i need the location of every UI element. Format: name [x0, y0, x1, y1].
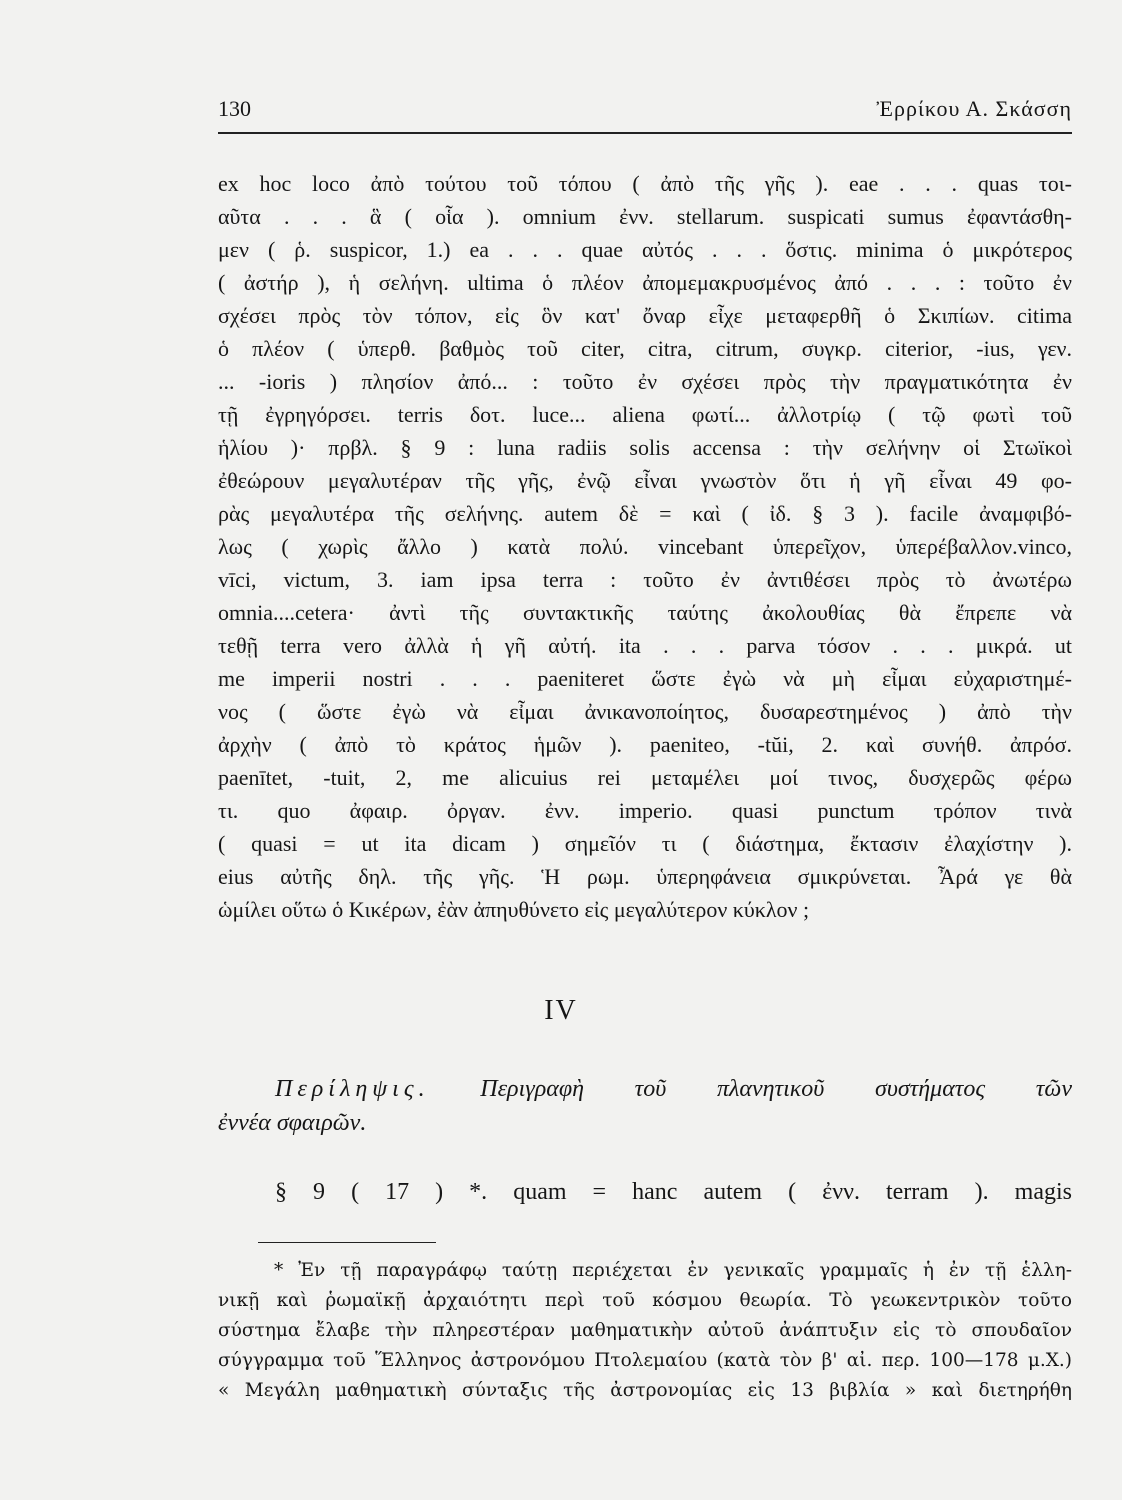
text-line: μεν ( ῥ. suspicor, 1.) ea . . . quae αὐτός . . . ὅστις. minima ὁ μικρότερος: [218, 237, 1072, 262]
text-line: ἐθεώρουν μεγαλυτέραν τῆς γῆς, ἐνῷ εἶναι γνωστὸν ὅτι ἡ γῆ εἶναι 49 φο-: [218, 468, 1072, 493]
text-line: ( ἀστήρ ), ἡ σελήνη. ultima ὁ πλέον ἀπομεμακρυσμένος ἀπό . . . : τοῦτο ἐν: [218, 270, 1072, 295]
page-number: 130: [218, 96, 251, 121]
footnote-line: σύστημα ἔλαβε τὴν πληρεστέραν μαθηματικὴν αὐτοῦ ἀνάπτυξιν εἰς τὸ σπουδαῖον: [218, 1320, 1072, 1341]
text-line: ... -ioris ) πλησίον ἀπό... : τοῦτο ἐν σχέσει πρὸς τὴν πραγματικότητα ἐν: [218, 369, 1072, 394]
text-line: τι. quo ἀφαιρ. ὀργαν. ἐνν. imperio. quasi punctum τρόπον τινὰ: [218, 798, 1072, 823]
text-line: ex hoc loco ἀπὸ τούτου τοῦ τόπου ( ἀπὸ τῆς γῆς ). eae . . . quas τοι-: [218, 171, 1072, 196]
summary-text: Περιγραφὴ τοῦ πλανητικοῦ συστήματος τῶν: [480, 1076, 1072, 1102]
footnote-line: « Μεγάλη μαθηματικὴ σύνταξις τῆς ἀστρονομίας εἰς 13 βιβλία » καὶ διετηρήθη: [218, 1380, 1072, 1401]
text-line: νος ( ὥστε ἐγὼ νὰ εἶμαι ἀνικανοποίητος, δυσαρεστημένος ) ἀπὸ τὴν: [218, 699, 1072, 724]
commentary-text: [218, 167, 1072, 926]
text-line: λως ( χωρὶς ἄλλο ) κατὰ πολύ. vincebant ὑπερεῖχον, ὑπερέβαλλον.vinco,: [218, 534, 1072, 559]
footnote-divider: [258, 1242, 436, 1243]
footnote-line: * Ἐν τῇ παραγράφῳ ταύτῃ περιέχεται ἐν γενικαῖς γραμμαῖς ἡ ἐν τῇ ἑλλη-: [274, 1260, 1072, 1281]
summary-line: [275, 1072, 1072, 1106]
text-line: me imperii nostri . . . paeniteret ὥστε ἐγὼ νὰ μὴ εἶμαι εὐχαριστημέ-: [218, 666, 1072, 691]
summary-lead: Περίληψις.: [275, 1076, 430, 1102]
text-line: τῇ ἐγρηγόρσει. terris δοτ. luce... aliena φωτί... ἀλλοτρίῳ ( τῷ φωτὶ τοῦ: [218, 402, 1072, 427]
text-line: ἡλίου )· πρβλ. § 9 : luna radiis solis accensa : τὴν σελήνην οἱ Στωϊκοὶ: [218, 435, 1072, 460]
paragraph-start: § 9 ( 17 ) *. quam = hanc autem ( ἐνν. terram ). magis: [275, 1179, 1072, 1205]
section-summary: [218, 1072, 1072, 1140]
text-line: ρὰς μεγαλυτέρα τῆς σελήνης. autem δὲ = καὶ ( ἰδ. § 3 ). facile ἀναμφιβό-: [218, 501, 1072, 526]
summary-line: ἐννέα σφαιρῶν.: [218, 1110, 367, 1136]
text-line: αῦτα . . . ἃ ( οἷα ). omnium ἐνν. stellarum. suspicati sumus ἐφαντάσθη-: [218, 204, 1072, 229]
footnote-line: σύγγραμμα τοῦ Ἕλληνος ἀστρονόμου Πτολεμαίου (κατὰ τὸν β' αἰ. περ. 100—178 μ.Χ.): [218, 1350, 1072, 1371]
text-line: ὁ πλέον ( ὑπερθ. βαθμὸς τοῦ citer, citra, citrum, συγκρ. citerior, -ius, γεν.: [218, 336, 1072, 361]
text-line: vīci, victum, 3. iam ipsa terra : τοῦτο ἐν ἀντιθέσει πρὸς τὸ ἀνωτέρω: [218, 567, 1072, 592]
text-line: omnia....cetera· ἀντὶ τῆς συντακτικῆς ταύτης ἀκολουθίας θὰ ἔπρεπε νὰ: [218, 600, 1072, 625]
text-line: eius αὐτῆς δηλ. τῆς γῆς. Ἡ ρωμ. ὑπερηφάνεια σμικρύνεται. Ἆρά γε θὰ: [218, 864, 1072, 889]
section-heading: IV: [544, 995, 578, 1026]
text-line: ἀρχὴν ( ἀπὸ τὸ κράτος ἡμῶν ). paeniteo, -tŭi, 2. καὶ συνήθ. ἀπρόσ.: [218, 732, 1072, 757]
text-line: ( quasi = ut ita dicam ) σημεῖόν τι ( διάστημα, ἔκτασιν ἐλαχίστην ).: [218, 831, 1072, 856]
running-head: [218, 96, 1072, 134]
text-line: ὡμίλει οὕτω ὁ Κικέρων, ἐὰν ἀπηυθύνετο εἰς μεγαλύτερον κύκλον ;: [218, 897, 810, 922]
footnote: [218, 1256, 1072, 1406]
footnote-line: νικῇ καὶ ῥωμαϊκῇ ἀρχαιότητι περὶ τοῦ κόσμου θεωρία. Τὸ γεωκεντρικὸν τοῦτο: [218, 1290, 1072, 1311]
running-head-author: Ἐρρίκου Α. Σκάσση: [876, 96, 1072, 121]
text-line: τεθῇ terra vero ἀλλὰ ἡ γῆ αὐτή. ita . . . parva τόσον . . . μικρά. ut: [218, 633, 1072, 658]
text-line: σχέσει πρὸς τὸν τόπον, εἰς ὃν κατ' ὄναρ εἶχε μεταφερθῆ ὁ Σκιπίων. citima: [218, 303, 1072, 328]
text-line: paenītet, -tuit, 2, me alicuius rei μεταμέλει μοί τινος, δυσχερῶς φέρω: [218, 765, 1072, 790]
